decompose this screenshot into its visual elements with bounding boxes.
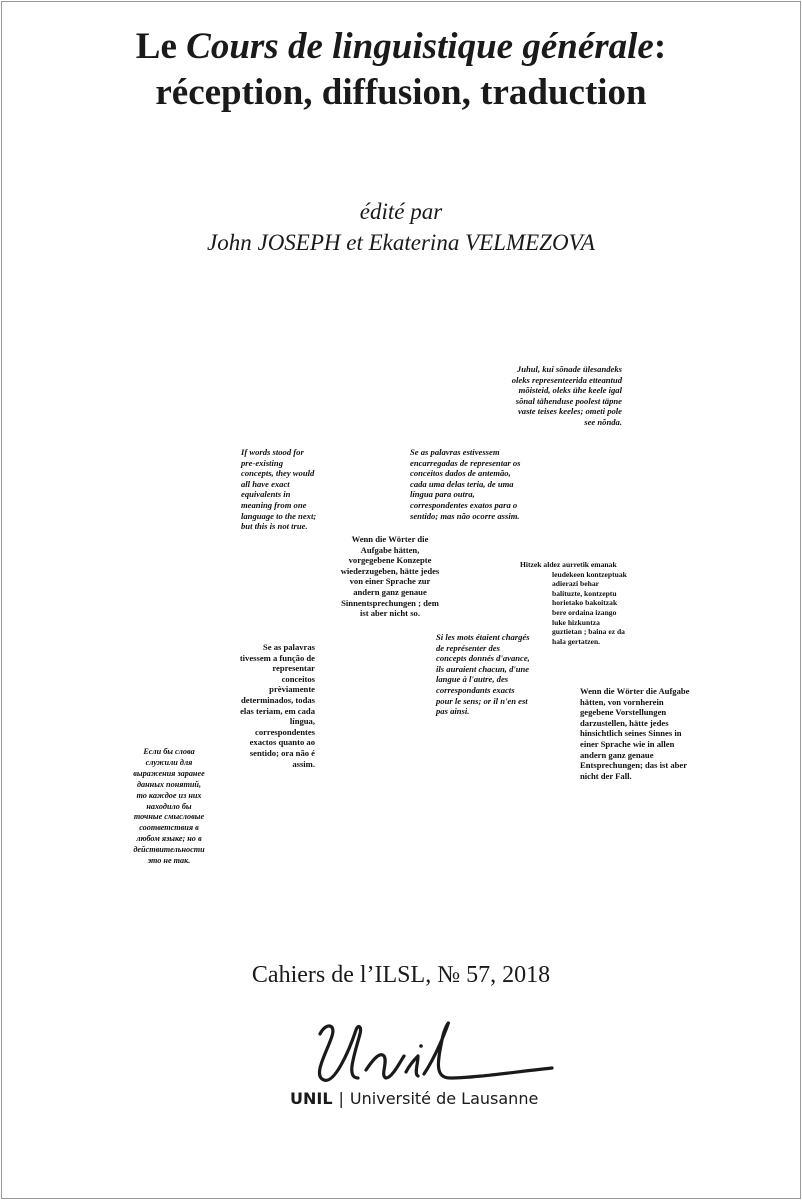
quote-line: correspondentes [255,726,315,737]
quote-line: выражения заранее [133,768,205,778]
quote-line: de représenter des [436,642,500,653]
quote-line: determinados, todas [240,694,315,705]
quote-line: sentido; ora não é [249,747,315,758]
quote-french [436,632,546,717]
logo-separator: | [338,1089,344,1108]
editors-block [0,196,802,258]
quote-line: pre-existing [241,457,284,468]
quote-german-1 [335,534,445,619]
quote-line: assim. [292,758,315,769]
book-title [0,24,802,116]
quote-line: gegebene Vorstellungen [580,707,667,718]
editors-label: édité par [359,199,443,224]
quote-line: luke hizkuntza [552,617,600,627]
quote-line: horietako bakoitzak [552,598,618,608]
quote-line: pour le sens; or il n'en est [436,695,528,706]
quote-line: ist aber nicht so. [359,608,420,619]
quote-line: pas ainsi. [436,706,470,717]
quote-line: Se as palavras [262,642,315,652]
quote-line: representar [272,663,315,674]
series-info: Cahiers de l’ILSL, № 57, 2018 [251,962,551,988]
quote-line: Hitzek aldez aurretik emanak [520,560,617,569]
quote-line: guztietan ; baina ez da [552,627,625,637]
quote-line: Aufgabe hätten, [360,544,420,555]
quote-line: hala gertatzen. [552,636,601,646]
quote-line: correspondentes exatos para o [410,499,518,510]
quote-line: cada uma delas teria, de uma [410,478,514,489]
quote-line: concepts donnés d'avance, [436,653,530,664]
signature-icon [284,1018,554,1090]
quote-line: находило бы [146,801,192,811]
quote-line: sentido; mas não ocorre assim. [410,510,520,521]
quote-line: точные смысловые [133,812,205,822]
quote-line: langue à l'autre, des [436,674,509,685]
quote-line: oleks representeerida etteantud [511,374,622,385]
quote-line: bere ordaina izango [552,607,617,617]
quote-line: то каждое из них [136,790,202,800]
quote-line: equivalents in [241,489,291,500]
quote-line: andern ganz genaue [580,749,654,760]
quote-line: all have exact [241,478,290,489]
title-line-2: réception, diffusion, traduction [155,72,647,113]
quote-line: darzustellen, hätte jedes [580,717,669,728]
quote-line: encarregadas de representar os [410,457,521,468]
quote-line: Juhul, kui sõnade ülesandeks [516,364,622,374]
university-name [290,1089,538,1109]
quote-line: Se as palavras estivessem [410,447,500,457]
title-prefix: Le [135,26,187,67]
quote-line: Wenn die Wörter die Aufgabe [580,686,690,696]
quote-russian [124,747,214,867]
quote-portuguese-modern [410,447,532,521]
quote-line: Wenn die Wörter die [351,534,429,544]
unil-signature-logo [284,1018,554,1090]
title-suffix: : [653,26,667,67]
quote-line: language to the next; [241,510,317,521]
quote-line: действительности [133,845,205,855]
quote-line: conceitos dados de antemão, [410,468,511,479]
editors-names: John JOSEPH et Ekaterina VELMEZOVA [207,230,595,255]
quote-line: Sinnentsprechungen ; dem [341,597,439,608]
quote-portuguese-old [222,642,315,769]
quote-line: Entsprechungen; das ist aber [580,760,688,771]
quote-line: mõisteid, oleks ühe keele igal [518,385,622,396]
title-italic: Cours de linguistique générale [186,26,654,67]
quote-line: andern ganz genaue [353,586,427,597]
quote-estonian [466,364,622,428]
quote-line: einer Sprache wie in allen [580,738,675,749]
quote-line: соответствия в [139,823,199,833]
quote-line: língua, [289,716,315,727]
quote-line: If words stood for [241,447,304,457]
quote-line: hinsichtlich seines Sinnes in [580,728,682,739]
quote-line: elas teriam, em cada [240,705,315,716]
quote-line: meaning from one [241,499,307,510]
quote-line: exactos quanto ao [249,737,315,748]
quote-line: concepts, they would [241,468,315,479]
quote-line: данных понятий, [136,779,201,789]
quote-line: but this is not true. [241,521,308,532]
university-full-name: Université de Lausanne [349,1089,539,1108]
quote-line: wiederzugeben, hätte jedes [340,565,440,576]
quote-line: conceitos [281,673,315,684]
quote-line: prèviamente [269,684,315,695]
quote-line: служили для [145,757,193,767]
quote-line: língua para outra, [410,489,475,500]
quote-line: tivessem a função de [239,652,315,663]
quote-line: vorgegebene Konzepte [348,555,432,566]
quote-line: vaste teises keeles; ometi pole [517,406,622,417]
quote-line: von einer Sprache zur [349,576,431,587]
quote-line: leudekeen kontzeptuak [552,569,627,579]
quote-german-2 [580,686,710,781]
quote-line: это не так. [147,856,191,866]
quote-line: Если бы слова [143,747,195,756]
quote-line: adierazi behar [552,579,600,589]
quote-line: hätten, von vornherein [580,696,664,707]
quote-line: любом языке; но в [136,834,202,844]
quote-line: correspondants exacts [436,684,515,695]
quote-line: sõnal tähenduse poolest täpne [515,395,622,406]
title-line-1 [0,24,802,70]
quote-english [241,447,341,532]
quote-line: see nõnda. [584,416,622,427]
quote-line: nicht der Fall. [580,770,632,781]
quote-line: Si les mots étaient chargés [436,632,530,642]
unil-abbr: UNIL [290,1089,333,1108]
quote-line: balituzte, kontzeptu [552,588,617,598]
quote-line: ils auraient chacun, d'une [436,663,530,674]
